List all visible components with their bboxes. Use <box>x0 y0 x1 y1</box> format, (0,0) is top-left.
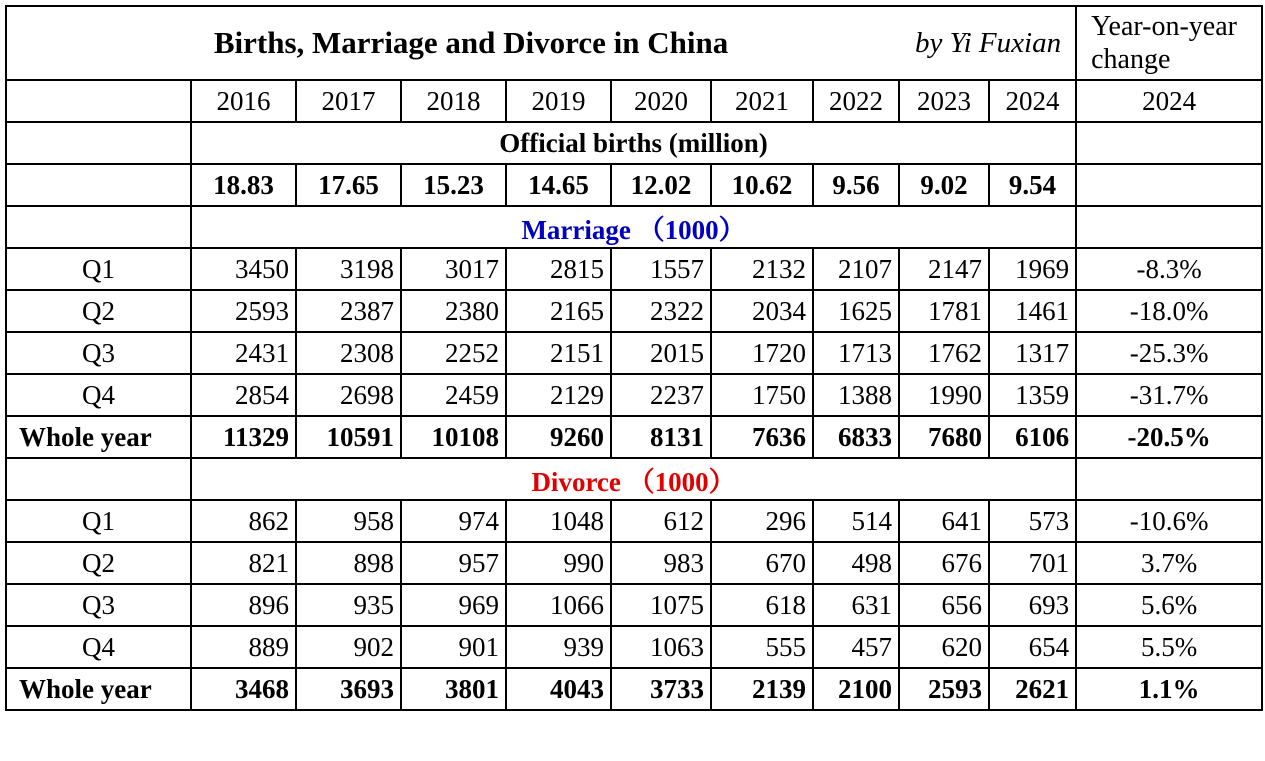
marriage-value: 1317 <box>989 332 1076 374</box>
marriage-total-value: 9260 <box>506 416 611 458</box>
yoy-cell <box>1076 164 1262 206</box>
marriage-section-row <box>6 206 1262 248</box>
marriage-total-value: 7636 <box>711 416 813 458</box>
marriage-value: 1781 <box>899 290 989 332</box>
divorce-total-value: 4043 <box>506 668 611 710</box>
births-marriage-divorce-table <box>5 5 1263 711</box>
section-spacer <box>6 206 191 248</box>
divorce-value: 1075 <box>611 584 711 626</box>
divorce-value: 555 <box>711 626 813 668</box>
yoy-value: 5.6% <box>1076 584 1262 626</box>
divorce-row <box>6 626 1262 668</box>
marriage-value: 2034 <box>711 290 813 332</box>
marriage-value: 2459 <box>401 374 506 416</box>
year-header: 2020 <box>611 80 711 122</box>
divorce-value: 654 <box>989 626 1076 668</box>
marriage-value: 1557 <box>611 248 711 290</box>
divorce-total-value: 2593 <box>899 668 989 710</box>
row-label: Q3 <box>6 584 191 626</box>
row-label: Whole year <box>6 668 191 710</box>
divorce-value: 514 <box>813 500 899 542</box>
marriage-value: 2854 <box>191 374 296 416</box>
corner-cell <box>6 80 191 122</box>
divorce-value: 656 <box>899 584 989 626</box>
marriage-value: 2165 <box>506 290 611 332</box>
divorce-section-label: Divorce （1000） <box>191 458 1076 500</box>
year-header: 2018 <box>401 80 506 122</box>
year-header: 2024 <box>989 80 1076 122</box>
marriage-value: 1720 <box>711 332 813 374</box>
yoy-year-header: 2024 <box>1076 80 1262 122</box>
yoy-header: Year-on-year change <box>1076 6 1262 80</box>
births-value: 10.62 <box>711 164 813 206</box>
divorce-value: 641 <box>899 500 989 542</box>
births-values-row <box>6 164 1262 206</box>
divorce-value: 958 <box>296 500 401 542</box>
divorce-total-row <box>6 668 1262 710</box>
title-row <box>6 6 1262 80</box>
year-header: 2021 <box>711 80 813 122</box>
marriage-total-value: 6833 <box>813 416 899 458</box>
row-label: Q2 <box>6 542 191 584</box>
marriage-value: 2322 <box>611 290 711 332</box>
yoy-value: -8.3% <box>1076 248 1262 290</box>
marriage-value: 2431 <box>191 332 296 374</box>
marriage-value: 2252 <box>401 332 506 374</box>
row-label: Q2 <box>6 290 191 332</box>
row-label: Q4 <box>6 374 191 416</box>
year-header-row <box>6 80 1262 122</box>
marriage-total-value: 8131 <box>611 416 711 458</box>
divorce-value: 296 <box>711 500 813 542</box>
marriage-value: 2815 <box>506 248 611 290</box>
divorce-value: 969 <box>401 584 506 626</box>
divorce-value: 898 <box>296 542 401 584</box>
year-header: 2022 <box>813 80 899 122</box>
author-credit: by Yi Fuxian <box>915 27 1062 59</box>
marriage-row <box>6 248 1262 290</box>
marriage-value: 1713 <box>813 332 899 374</box>
marriage-total-value: 6106 <box>989 416 1076 458</box>
marriage-total-value: 11329 <box>191 416 296 458</box>
divorce-value: 1066 <box>506 584 611 626</box>
divorce-total-value: 3693 <box>296 668 401 710</box>
row-label: Q3 <box>6 332 191 374</box>
yoy-value: -31.7% <box>1076 374 1262 416</box>
marriage-row <box>6 290 1262 332</box>
divorce-value: 573 <box>989 500 1076 542</box>
marriage-value: 1750 <box>711 374 813 416</box>
divorce-total-value: 2139 <box>711 668 813 710</box>
marriage-value: 2132 <box>711 248 813 290</box>
year-header: 2023 <box>899 80 989 122</box>
divorce-total-value: 2621 <box>989 668 1076 710</box>
yoy-value: 5.5% <box>1076 626 1262 668</box>
divorce-value: 862 <box>191 500 296 542</box>
marriage-total-value: 10591 <box>296 416 401 458</box>
divorce-row <box>6 500 1262 542</box>
births-section-label: Official births (million) <box>191 122 1076 164</box>
divorce-value: 701 <box>989 542 1076 584</box>
divorce-value: 935 <box>296 584 401 626</box>
marriage-value: 2698 <box>296 374 401 416</box>
divorce-value: 821 <box>191 542 296 584</box>
marriage-value: 2593 <box>191 290 296 332</box>
marriage-value: 3017 <box>401 248 506 290</box>
divorce-value: 889 <box>191 626 296 668</box>
year-header: 2017 <box>296 80 401 122</box>
births-value: 15.23 <box>401 164 506 206</box>
marriage-row <box>6 332 1262 374</box>
yoy-value: 3.7% <box>1076 542 1262 584</box>
section-spacer <box>1076 458 1262 500</box>
divorce-total-value: 3733 <box>611 668 711 710</box>
marriage-value: 1990 <box>899 374 989 416</box>
row-label: Q1 <box>6 248 191 290</box>
yoy-value: -18.0% <box>1076 290 1262 332</box>
births-value: 9.56 <box>813 164 899 206</box>
births-section-row <box>6 122 1262 164</box>
row-label: Whole year <box>6 416 191 458</box>
section-spacer <box>1076 206 1262 248</box>
divorce-value: 670 <box>711 542 813 584</box>
row-label: Q4 <box>6 626 191 668</box>
marriage-value: 3450 <box>191 248 296 290</box>
yoy-total-value: -20.5% <box>1076 416 1262 458</box>
divorce-value: 676 <box>899 542 989 584</box>
marriage-value: 1969 <box>989 248 1076 290</box>
marriage-value: 2107 <box>813 248 899 290</box>
divorce-value: 902 <box>296 626 401 668</box>
section-spacer <box>6 458 191 500</box>
divorce-value: 457 <box>813 626 899 668</box>
marriage-total-value: 10108 <box>401 416 506 458</box>
marriage-row <box>6 374 1262 416</box>
divorce-value: 1048 <box>506 500 611 542</box>
row-label: Q1 <box>6 500 191 542</box>
divorce-section-row <box>6 458 1262 500</box>
marriage-value: 1461 <box>989 290 1076 332</box>
divorce-value: 957 <box>401 542 506 584</box>
marriage-value: 1359 <box>989 374 1076 416</box>
divorce-value: 498 <box>813 542 899 584</box>
section-spacer <box>6 122 191 164</box>
divorce-row <box>6 542 1262 584</box>
births-value: 9.54 <box>989 164 1076 206</box>
marriage-total-row <box>6 416 1262 458</box>
marriage-value: 2308 <box>296 332 401 374</box>
yoy-value: -25.3% <box>1076 332 1262 374</box>
births-value: 12.02 <box>611 164 711 206</box>
marriage-value: 1625 <box>813 290 899 332</box>
marriage-value: 2129 <box>506 374 611 416</box>
births-value: 18.83 <box>191 164 296 206</box>
births-value: 9.02 <box>899 164 989 206</box>
divorce-value: 983 <box>611 542 711 584</box>
divorce-value: 939 <box>506 626 611 668</box>
table-title-cell <box>6 6 1076 80</box>
divorce-value: 901 <box>401 626 506 668</box>
divorce-total-value: 3468 <box>191 668 296 710</box>
divorce-total-value: 2100 <box>813 668 899 710</box>
divorce-value: 612 <box>611 500 711 542</box>
table-title: Births, Marriage and Divorce in China <box>213 25 729 60</box>
marriage-total-value: 7680 <box>899 416 989 458</box>
divorce-value: 618 <box>711 584 813 626</box>
yoy-value: -10.6% <box>1076 500 1262 542</box>
year-header: 2016 <box>191 80 296 122</box>
marriage-value: 2147 <box>899 248 989 290</box>
marriage-value: 2151 <box>506 332 611 374</box>
divorce-total-value: 3801 <box>401 668 506 710</box>
marriage-value: 1388 <box>813 374 899 416</box>
marriage-value: 2387 <box>296 290 401 332</box>
divorce-value: 693 <box>989 584 1076 626</box>
marriage-value: 1762 <box>899 332 989 374</box>
divorce-value: 620 <box>899 626 989 668</box>
section-spacer <box>1076 122 1262 164</box>
marriage-value: 2380 <box>401 290 506 332</box>
marriage-value: 3198 <box>296 248 401 290</box>
marriage-section-label: Marriage （1000） <box>191 206 1076 248</box>
births-value: 14.65 <box>506 164 611 206</box>
yoy-total-value: 1.1% <box>1076 668 1262 710</box>
divorce-value: 631 <box>813 584 899 626</box>
divorce-value: 896 <box>191 584 296 626</box>
divorce-row <box>6 584 1262 626</box>
marriage-value: 2237 <box>611 374 711 416</box>
divorce-value: 990 <box>506 542 611 584</box>
divorce-value: 1063 <box>611 626 711 668</box>
year-header: 2019 <box>506 80 611 122</box>
births-value: 17.65 <box>296 164 401 206</box>
marriage-value: 2015 <box>611 332 711 374</box>
divorce-value: 974 <box>401 500 506 542</box>
row-label <box>6 164 191 206</box>
